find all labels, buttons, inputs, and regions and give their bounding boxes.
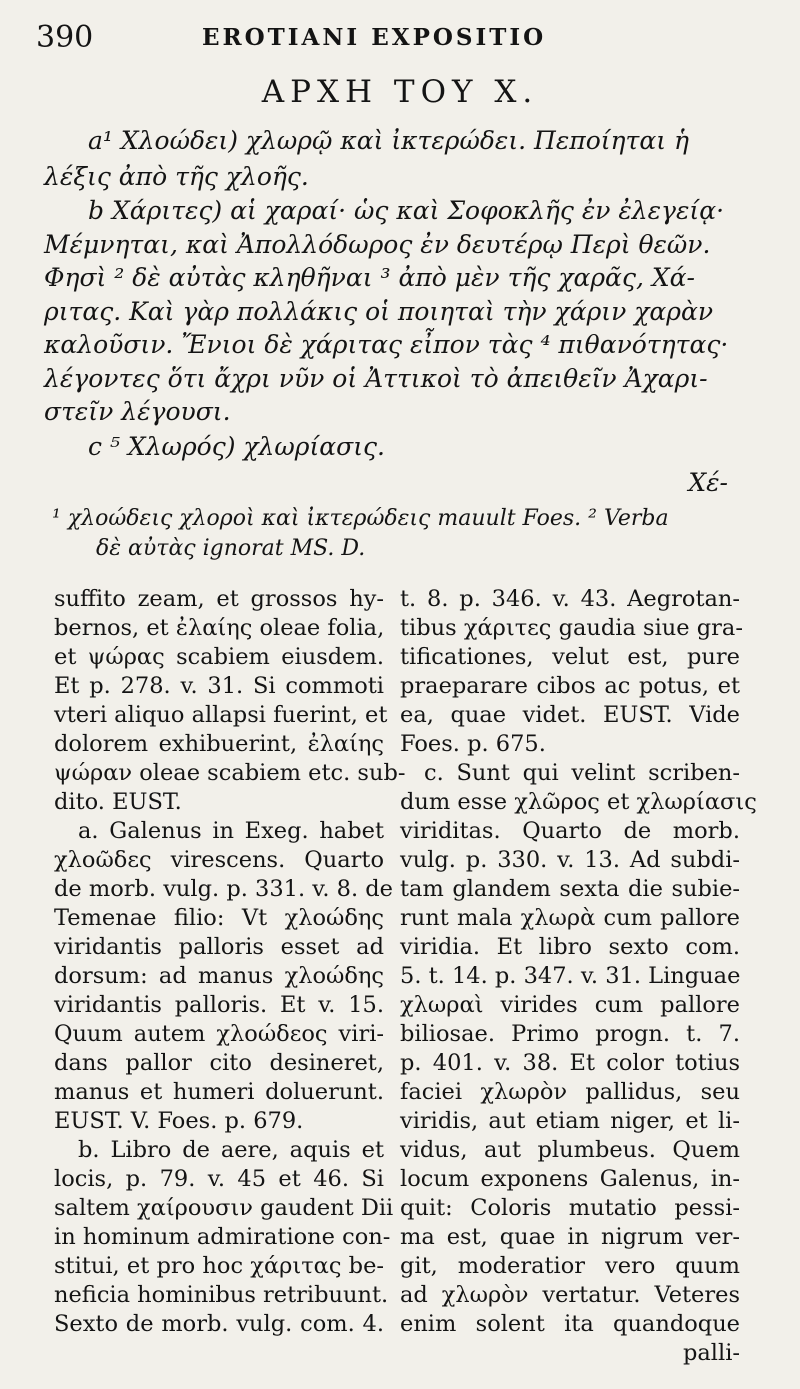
greek-line: στεῖν λέγουσι. xyxy=(44,397,231,426)
catchword: palli- xyxy=(682,1340,740,1366)
page-number: 390 xyxy=(36,20,94,55)
left-column-line: Quum autem χλοώδεος viri- xyxy=(54,1021,384,1047)
right-column-line: vidus, aut plumbeus. Quem xyxy=(400,1137,740,1163)
left-column-line: ψώραν oleae scabiem etc. sub- xyxy=(54,760,406,786)
left-column-line: Temenae filio: Vt χλοώδης xyxy=(54,905,384,931)
greek-line: καλοῦσιν. Ἔνιοι δὲ χάριτας εἶπον τὰς ⁴ πιθανότητας· xyxy=(44,330,729,359)
left-column-line: b. Libro de aere, aquis et xyxy=(78,1137,384,1163)
right-column-line: git, moderatior vero quum xyxy=(400,1253,740,1279)
running-head xyxy=(32,18,760,54)
right-column-line: Foes. p. 675. xyxy=(400,731,546,757)
right-column-line: tificationes, velut est, pure xyxy=(400,644,740,670)
greek-line: ριτας. Καὶ γὰρ πολλάκις οἱ ποιηταὶ τὴν χάριν χαρὰν xyxy=(44,297,714,326)
right-column-line: faciei χλωρὸν pallidus, seu xyxy=(400,1079,740,1105)
greek-line: a¹ Χλοώδει) χλωρῷ καὶ ἰκτερώδει. Πεποίηται ἡ xyxy=(88,126,689,155)
greek-line: b Χάριτες) αἱ χαραί· ὡς καὶ Σοφοκλῆς ἐν ἐλεγείᾳ· xyxy=(88,196,725,225)
right-column-line: t. 8. p. 346. v. 43. Aegrotan- xyxy=(400,586,740,612)
right-column-line: c. Sunt qui velint scriben- xyxy=(424,760,740,786)
right-column-line: p. 401. v. 38. Et color totius xyxy=(400,1050,740,1076)
left-column-line: stitui, et pro hoc χάριτας be- xyxy=(54,1253,384,1279)
right-column-line: viridis, aut etiam niger, et li- xyxy=(400,1108,740,1134)
right-column-line: viridia. Et libro sexto com. xyxy=(400,934,740,960)
column-gutter xyxy=(393,584,394,1344)
left-column-line: dans pallor cito desineret, xyxy=(54,1050,384,1076)
greek-line: Φησὶ ² δὲ αὐτὰς κληθῆναι ³ ἀπὸ μὲν τῆς χαρᾶς, Χά- xyxy=(44,263,695,292)
left-column-line: viridantis palloris. Et v. 15. xyxy=(54,992,384,1018)
left-column-line: in hominum admiratione con- xyxy=(54,1224,391,1250)
left-column-line: dito. EUST. xyxy=(54,789,182,815)
running-title: EROTIANI EXPOSITIO xyxy=(202,24,547,51)
right-column-line: enim solent ita quandoque xyxy=(400,1311,740,1337)
left-column-line: et ψώρας scabiem eiusdem. xyxy=(54,644,384,670)
left-column-line: locis, p. 79. v. 45 et 46. Si xyxy=(54,1166,384,1192)
footnote-line: δὲ αὐτὰς ignorat MS. D. xyxy=(96,536,366,561)
right-column-line: vulg. p. 330. v. 13. Ad subdi- xyxy=(400,847,740,873)
left-column-line: neficia hominibus retribuunt. xyxy=(54,1282,389,1308)
greek-line: λέξις ἀπὸ τῆς χλοῆς. xyxy=(44,162,309,191)
left-column-line: dolorem exhibuerint, ἐλαίης xyxy=(54,731,384,757)
footnote-line: ¹ χλοώδεις χλοροὶ καὶ ἰκτερώδεις mauult Foes. ² Verba xyxy=(52,506,669,531)
right-column-line: locum exponens Galenus, in- xyxy=(400,1166,740,1192)
left-column-line: suffito zeam, et grossos hy- xyxy=(54,586,384,612)
right-column-line: tam glandem sexta die subie- xyxy=(400,876,740,902)
right-column-line: χλωραὶ virides cum pallore xyxy=(400,992,740,1018)
section-heading: ΑΡΧΗ ΤΟΥ Χ. xyxy=(261,74,539,110)
right-column-line: viriditas. Quarto de morb. xyxy=(400,818,740,844)
right-column-line: 5. t. 14. p. 347. v. 31. Linguae xyxy=(400,963,741,989)
left-column-line: EUST. V. Foes. p. 679. xyxy=(54,1108,304,1134)
right-column-line: dum esse χλῶρος et χλωρίασις xyxy=(400,789,757,815)
right-column-line: ma est, quae in nigrum ver- xyxy=(400,1224,740,1250)
left-column-line: bernos, et ἐλαίης oleae folia, xyxy=(54,615,385,641)
left-column-line: manus et humeri doluerunt. xyxy=(54,1079,384,1105)
left-column-line: dorsum: ad manus χλοώδης xyxy=(54,963,384,989)
greek-line: c ⁵ Χλωρός) χλωρίασις. xyxy=(88,432,385,461)
left-column-line: Et p. 278. v. 31. Si commoti xyxy=(54,673,384,699)
left-column-line: viridantis palloris esset ad xyxy=(54,934,384,960)
right-column-line: tibus χάριτες gaudia siue gra- xyxy=(400,615,743,641)
left-column-line: a. Galenus in Exeg. habet xyxy=(78,818,384,844)
right-column-line: biliosae. Primo progn. t. 7. xyxy=(400,1021,740,1047)
right-column-line: quit: Coloris mutatio pessi- xyxy=(400,1195,740,1221)
greek-line: Μέμνηται, καὶ Ἀπολλόδωρος ἐν δευτέρῳ Περὶ θεῶν. xyxy=(44,230,711,259)
right-column-line: ea, quae videt. EUST. Vide xyxy=(400,702,740,728)
left-column-line: vteri aliquo allapsi fuerint, et xyxy=(54,702,388,728)
left-column-line: Sexto de morb. vulg. com. 4. xyxy=(54,1311,384,1337)
right-column-line: runt mala χλωρὰ cum pallore xyxy=(400,905,740,931)
left-column-line: de morb. vulg. p. 331. v. 8. de xyxy=(54,876,393,902)
left-column-line: saltem χαίρουσιν gaudent Dii xyxy=(54,1195,394,1221)
greek-line: λέγοντες ὅτι ἄχρι νῦν οἱ Ἀττικοὶ τὸ ἀπειθεῖν Ἀχαρι- xyxy=(44,364,708,393)
left-column-line: χλοῶδες virescens. Quarto xyxy=(54,847,384,873)
catchword: Χέ- xyxy=(688,468,728,497)
right-column-line: ad χλωρὸν vertatur. Veteres xyxy=(400,1282,740,1308)
right-column-line: praeparare cibos ac potus, et xyxy=(400,673,740,699)
